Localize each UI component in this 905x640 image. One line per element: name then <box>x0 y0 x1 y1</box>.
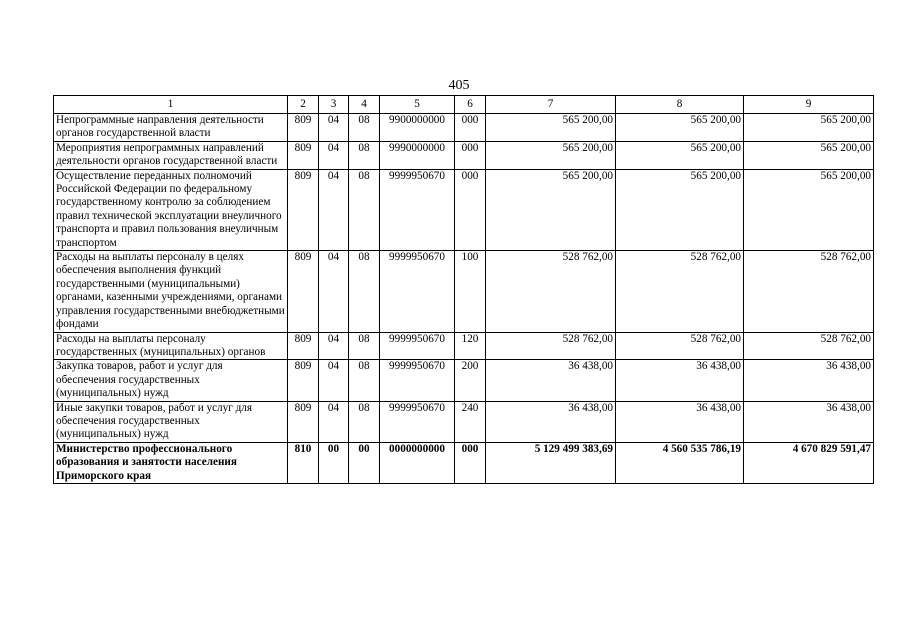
table-row <box>54 442 874 483</box>
row-code-col3: 04 <box>319 360 349 401</box>
row-code-col2: 810 <box>288 442 319 483</box>
row-amount-col8: 565 200,00 <box>616 141 744 169</box>
row-amount-col7: 36 438,00 <box>486 360 616 401</box>
row-code-col3: 04 <box>319 401 349 442</box>
row-code-col6: 100 <box>455 251 486 332</box>
column-header: 3 <box>319 96 349 114</box>
row-code-col5: 9999950670 <box>380 251 455 332</box>
table-row <box>54 401 874 442</box>
row-amount-col9: 528 762,00 <box>744 251 874 332</box>
row-code-col2: 809 <box>288 401 319 442</box>
column-header: 8 <box>616 96 744 114</box>
row-code-col6: 120 <box>455 332 486 360</box>
row-code-col6: 240 <box>455 401 486 442</box>
row-code-col6: 000 <box>455 442 486 483</box>
row-code-col2: 809 <box>288 251 319 332</box>
row-amount-col8: 528 762,00 <box>616 332 744 360</box>
row-code-col4: 08 <box>349 360 380 401</box>
row-amount-col8: 4 560 535 786,19 <box>616 442 744 483</box>
row-amount-col7: 565 200,00 <box>486 169 616 250</box>
column-header: 1 <box>54 96 288 114</box>
table-body <box>54 114 874 484</box>
table-row <box>54 114 874 142</box>
row-name: Министерство профессионального образования и занятости населения Приморского края <box>54 442 288 483</box>
budget-table <box>53 95 874 484</box>
row-name: Осуществление переданных полномочий Российской Федерации по федеральному государственному контролю за соблюдением правил технической эксплуатации внеуличного транспорта и правил пользования внеуличным транспортом <box>54 169 288 250</box>
row-code-col4: 08 <box>349 169 380 250</box>
row-name: Расходы на выплаты персоналу в целях обеспечения выполнения функций государственными (муниципальными) органами, казенными учреждениями, органами управления государственными внебюджетными фондами <box>54 251 288 332</box>
row-amount-col9: 565 200,00 <box>744 114 874 142</box>
row-amount-col9: 565 200,00 <box>744 169 874 250</box>
column-header: 6 <box>455 96 486 114</box>
row-code-col3: 04 <box>319 332 349 360</box>
column-header: 4 <box>349 96 380 114</box>
row-code-col4: 08 <box>349 332 380 360</box>
row-name: Непрограммные направления деятельности органов государственной власти <box>54 114 288 142</box>
row-amount-col9: 528 762,00 <box>744 332 874 360</box>
page-number: 405 <box>448 78 470 93</box>
row-name: Закупка товаров, работ и услуг для обеспечения государственных (муниципальных) нужд <box>54 360 288 401</box>
table-row <box>54 169 874 250</box>
row-amount-col8: 565 200,00 <box>616 169 744 250</box>
row-amount-col9: 36 438,00 <box>744 360 874 401</box>
column-header: 5 <box>380 96 455 114</box>
row-amount-col8: 36 438,00 <box>616 360 744 401</box>
row-code-col6: 000 <box>455 141 486 169</box>
table-row <box>54 332 874 360</box>
row-code-col4: 00 <box>349 442 380 483</box>
row-code-col5: 9999950670 <box>380 360 455 401</box>
row-code-col5: 0000000000 <box>380 442 455 483</box>
row-code-col2: 809 <box>288 360 319 401</box>
header-row <box>54 96 874 114</box>
row-code-col2: 809 <box>288 114 319 142</box>
row-code-col4: 08 <box>349 114 380 142</box>
row-code-col4: 08 <box>349 141 380 169</box>
column-header: 7 <box>486 96 616 114</box>
row-code-col5: 9999950670 <box>380 332 455 360</box>
row-amount-col7: 36 438,00 <box>486 401 616 442</box>
row-amount-col8: 36 438,00 <box>616 401 744 442</box>
table-row <box>54 251 874 332</box>
row-amount-col9: 565 200,00 <box>744 141 874 169</box>
row-amount-col7: 528 762,00 <box>486 251 616 332</box>
row-amount-col7: 528 762,00 <box>486 332 616 360</box>
row-code-col4: 08 <box>349 251 380 332</box>
row-code-col5: 9999950670 <box>380 401 455 442</box>
table-row <box>54 360 874 401</box>
row-code-col2: 809 <box>288 332 319 360</box>
row-code-col6: 000 <box>455 114 486 142</box>
row-code-col3: 04 <box>319 169 349 250</box>
row-code-col5: 9999950670 <box>380 169 455 250</box>
row-code-col3: 00 <box>319 442 349 483</box>
row-code-col2: 809 <box>288 141 319 169</box>
row-amount-col7: 5 129 499 383,69 <box>486 442 616 483</box>
row-amount-col9: 4 670 829 591,47 <box>744 442 874 483</box>
row-name: Иные закупки товаров, работ и услуг для обеспечения государственных (муниципальных) нужд <box>54 401 288 442</box>
row-code-col6: 200 <box>455 360 486 401</box>
row-name: Мероприятия непрограммных направлений деятельности органов государственной власти <box>54 141 288 169</box>
row-code-col4: 08 <box>349 401 380 442</box>
row-amount-col8: 528 762,00 <box>616 251 744 332</box>
row-code-col3: 04 <box>319 114 349 142</box>
row-code-col5: 9900000000 <box>380 114 455 142</box>
column-header: 2 <box>288 96 319 114</box>
row-amount-col9: 36 438,00 <box>744 401 874 442</box>
table-row <box>54 141 874 169</box>
row-code-col6: 000 <box>455 169 486 250</box>
row-amount-col8: 565 200,00 <box>616 114 744 142</box>
row-code-col2: 809 <box>288 169 319 250</box>
row-name: Расходы на выплаты персоналу государственных (муниципальных) органов <box>54 332 288 360</box>
row-code-col3: 04 <box>319 251 349 332</box>
row-code-col3: 04 <box>319 141 349 169</box>
row-amount-col7: 565 200,00 <box>486 114 616 142</box>
column-header: 9 <box>744 96 874 114</box>
row-amount-col7: 565 200,00 <box>486 141 616 169</box>
row-code-col5: 9990000000 <box>380 141 455 169</box>
